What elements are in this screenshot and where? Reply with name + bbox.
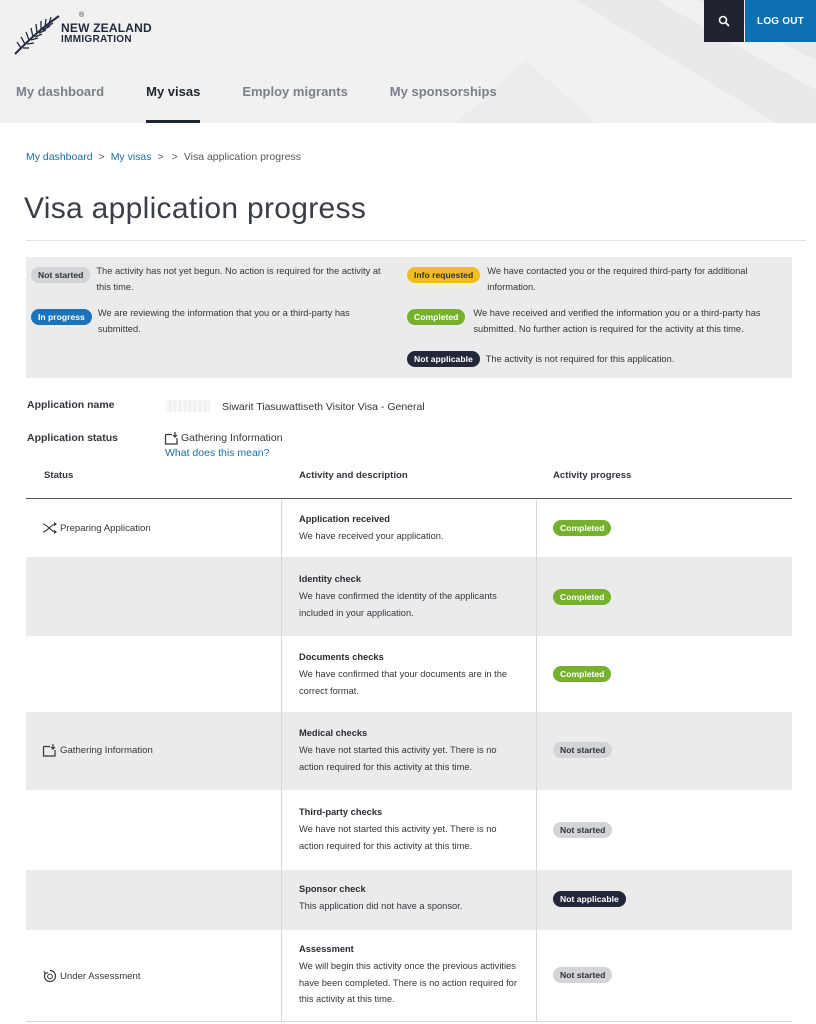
activity-description: We have confirmed the identity of the applicants included in your application.: [299, 591, 497, 618]
table-row: [26, 790, 792, 870]
nav-label: My sponsorships: [389, 84, 497, 99]
legend-completed: [407, 305, 787, 337]
row-status: [42, 521, 151, 535]
legend-not-applicable: [407, 351, 787, 367]
table-row: [26, 712, 792, 790]
status-text: Under Assessment: [60, 970, 141, 982]
column-divider: [281, 790, 282, 870]
legend-not-started: [31, 263, 401, 295]
column-divider: [536, 557, 537, 636]
status-badge: In progress: [31, 309, 92, 325]
column-divider: [536, 870, 537, 930]
nz-immigration-logo[interactable]: [13, 12, 152, 56]
column-divider: [281, 870, 282, 930]
shuffle-icon: [42, 521, 58, 535]
activity-title: Documents checks: [299, 652, 384, 662]
legend-text: The activity has not yet begun. No action is required for the activity at this time.: [96, 266, 381, 292]
logo-line1: NEW ZEALAND: [61, 21, 152, 35]
nav-label: Employ migrants: [242, 84, 348, 99]
site-header: [0, 0, 816, 123]
column-divider: [281, 712, 282, 790]
application-status-label: Application status: [27, 432, 119, 444]
column-divider: [536, 930, 537, 1021]
activity-title: Third-party checks: [299, 807, 383, 817]
logo-wordmark: [61, 22, 152, 46]
column-divider: [281, 557, 282, 636]
activity-title: Application received: [299, 514, 390, 524]
column-divider: [536, 790, 537, 870]
breadcrumb-current: Visa application progress: [183, 151, 301, 163]
table-header: [26, 466, 792, 499]
logo-line2: IMMIGRATION: [61, 34, 132, 45]
activity-title: Identity check: [299, 574, 362, 584]
legend-text: We have contacted you or the required third-party for additional information.: [487, 266, 748, 292]
title-divider: [26, 240, 806, 241]
activity-description: This application did not have a sponsor.: [299, 901, 463, 911]
breadcrumb: [26, 151, 301, 163]
activity-title: Medical checks: [299, 728, 368, 738]
progress-badge: Not started: [553, 742, 612, 758]
status-badge: Not applicable: [407, 351, 480, 367]
column-header-activity: Activity and description: [299, 470, 408, 481]
column-divider: [281, 636, 282, 712]
legend-in-progress: [31, 305, 401, 337]
legend-text: The activity is not required for this application.: [485, 354, 675, 364]
activity-description: We have not started this activity yet. There is no action required for this activity at this time.: [299, 745, 497, 772]
status-text: Gathering Information: [60, 744, 153, 756]
column-header-progress: Activity progress: [553, 470, 632, 481]
status-text: Gathering Information: [181, 432, 283, 444]
column-divider: [281, 930, 282, 1021]
row-status: [42, 743, 153, 757]
legend-text: We are reviewing the information that you or a third-party has submitted.: [97, 308, 350, 334]
page-title: Visa application progress: [24, 192, 367, 225]
legend-info-requested: [407, 263, 787, 295]
breadcrumb-separator: >: [157, 151, 164, 163]
breadcrumb-separator: >: [98, 151, 105, 163]
search-icon: [718, 15, 730, 27]
status-text: Preparing Application: [60, 522, 151, 534]
progress-badge: Not applicable: [553, 891, 626, 907]
progress-badge: Completed: [553, 520, 611, 536]
fern-icon: [13, 12, 61, 56]
column-divider: [536, 712, 537, 790]
search-button[interactable]: [704, 0, 744, 42]
gathering-info-icon: [42, 743, 58, 757]
application-status-value: [164, 431, 283, 445]
logo-registered-mark: ®: [79, 12, 85, 19]
status-badge: Info requested: [407, 267, 480, 283]
activity-description: We will begin this activity once the previous activities have been completed. There is no action required for this activity at this time.: [299, 961, 517, 1005]
activity-description: We have confirmed that your documents are in the correct format.: [299, 669, 508, 696]
status-badge: Not started: [31, 267, 90, 283]
redacted-reference: [166, 400, 210, 412]
gathering-info-icon: [164, 431, 180, 445]
application-name-value: Siwarit Tiasuwattiseth Visitor Visa - General: [222, 401, 425, 413]
status-badge: Completed: [407, 309, 465, 325]
nav-employ-migrants[interactable]: [242, 84, 347, 123]
application-name-label: Application name: [27, 399, 115, 411]
nav-label: My dashboard: [16, 84, 105, 99]
what-does-this-mean-link[interactable]: What does this mean?: [165, 447, 270, 459]
column-divider: [536, 500, 537, 557]
breadcrumb-separator: >: [171, 151, 178, 163]
activity-title: Assessment: [299, 944, 354, 954]
table-row: [26, 500, 792, 557]
main-nav: [0, 84, 497, 123]
status-legend: [26, 257, 792, 378]
nav-my-dashboard[interactable]: [16, 84, 104, 123]
activity-title: Sponsor check: [299, 884, 366, 894]
column-divider: [536, 636, 537, 712]
progress-badge: Not started: [553, 822, 612, 838]
table-row: [26, 930, 792, 1022]
nav-my-visas[interactable]: [146, 84, 200, 123]
column-header-status: Status: [44, 470, 74, 481]
assessment-icon: [42, 969, 58, 983]
table-row: [26, 636, 792, 712]
progress-badge: Completed: [553, 589, 611, 605]
legend-text: We have received and verified the information you or a third-party has submitted. No further action is required for the activity at this time.: [473, 308, 761, 334]
progress-badge: Completed: [553, 666, 611, 682]
logout-button[interactable]: LOG OUT: [745, 0, 816, 42]
table-row: [26, 870, 792, 930]
column-divider: [281, 500, 282, 557]
breadcrumb-my-dashboard[interactable]: My dashboard: [26, 151, 93, 163]
table-row: [26, 557, 792, 636]
progress-badge: Not started: [553, 967, 612, 983]
breadcrumb-my-visas[interactable]: My visas: [110, 151, 152, 163]
activity-description: We have not started this activity yet. There is no action required for this activity at this time.: [299, 824, 497, 851]
row-status: [42, 969, 141, 983]
activity-description: We have received your application.: [299, 531, 444, 541]
nav-label: My visas: [146, 84, 201, 99]
nav-my-sponsorships[interactable]: [390, 84, 497, 123]
